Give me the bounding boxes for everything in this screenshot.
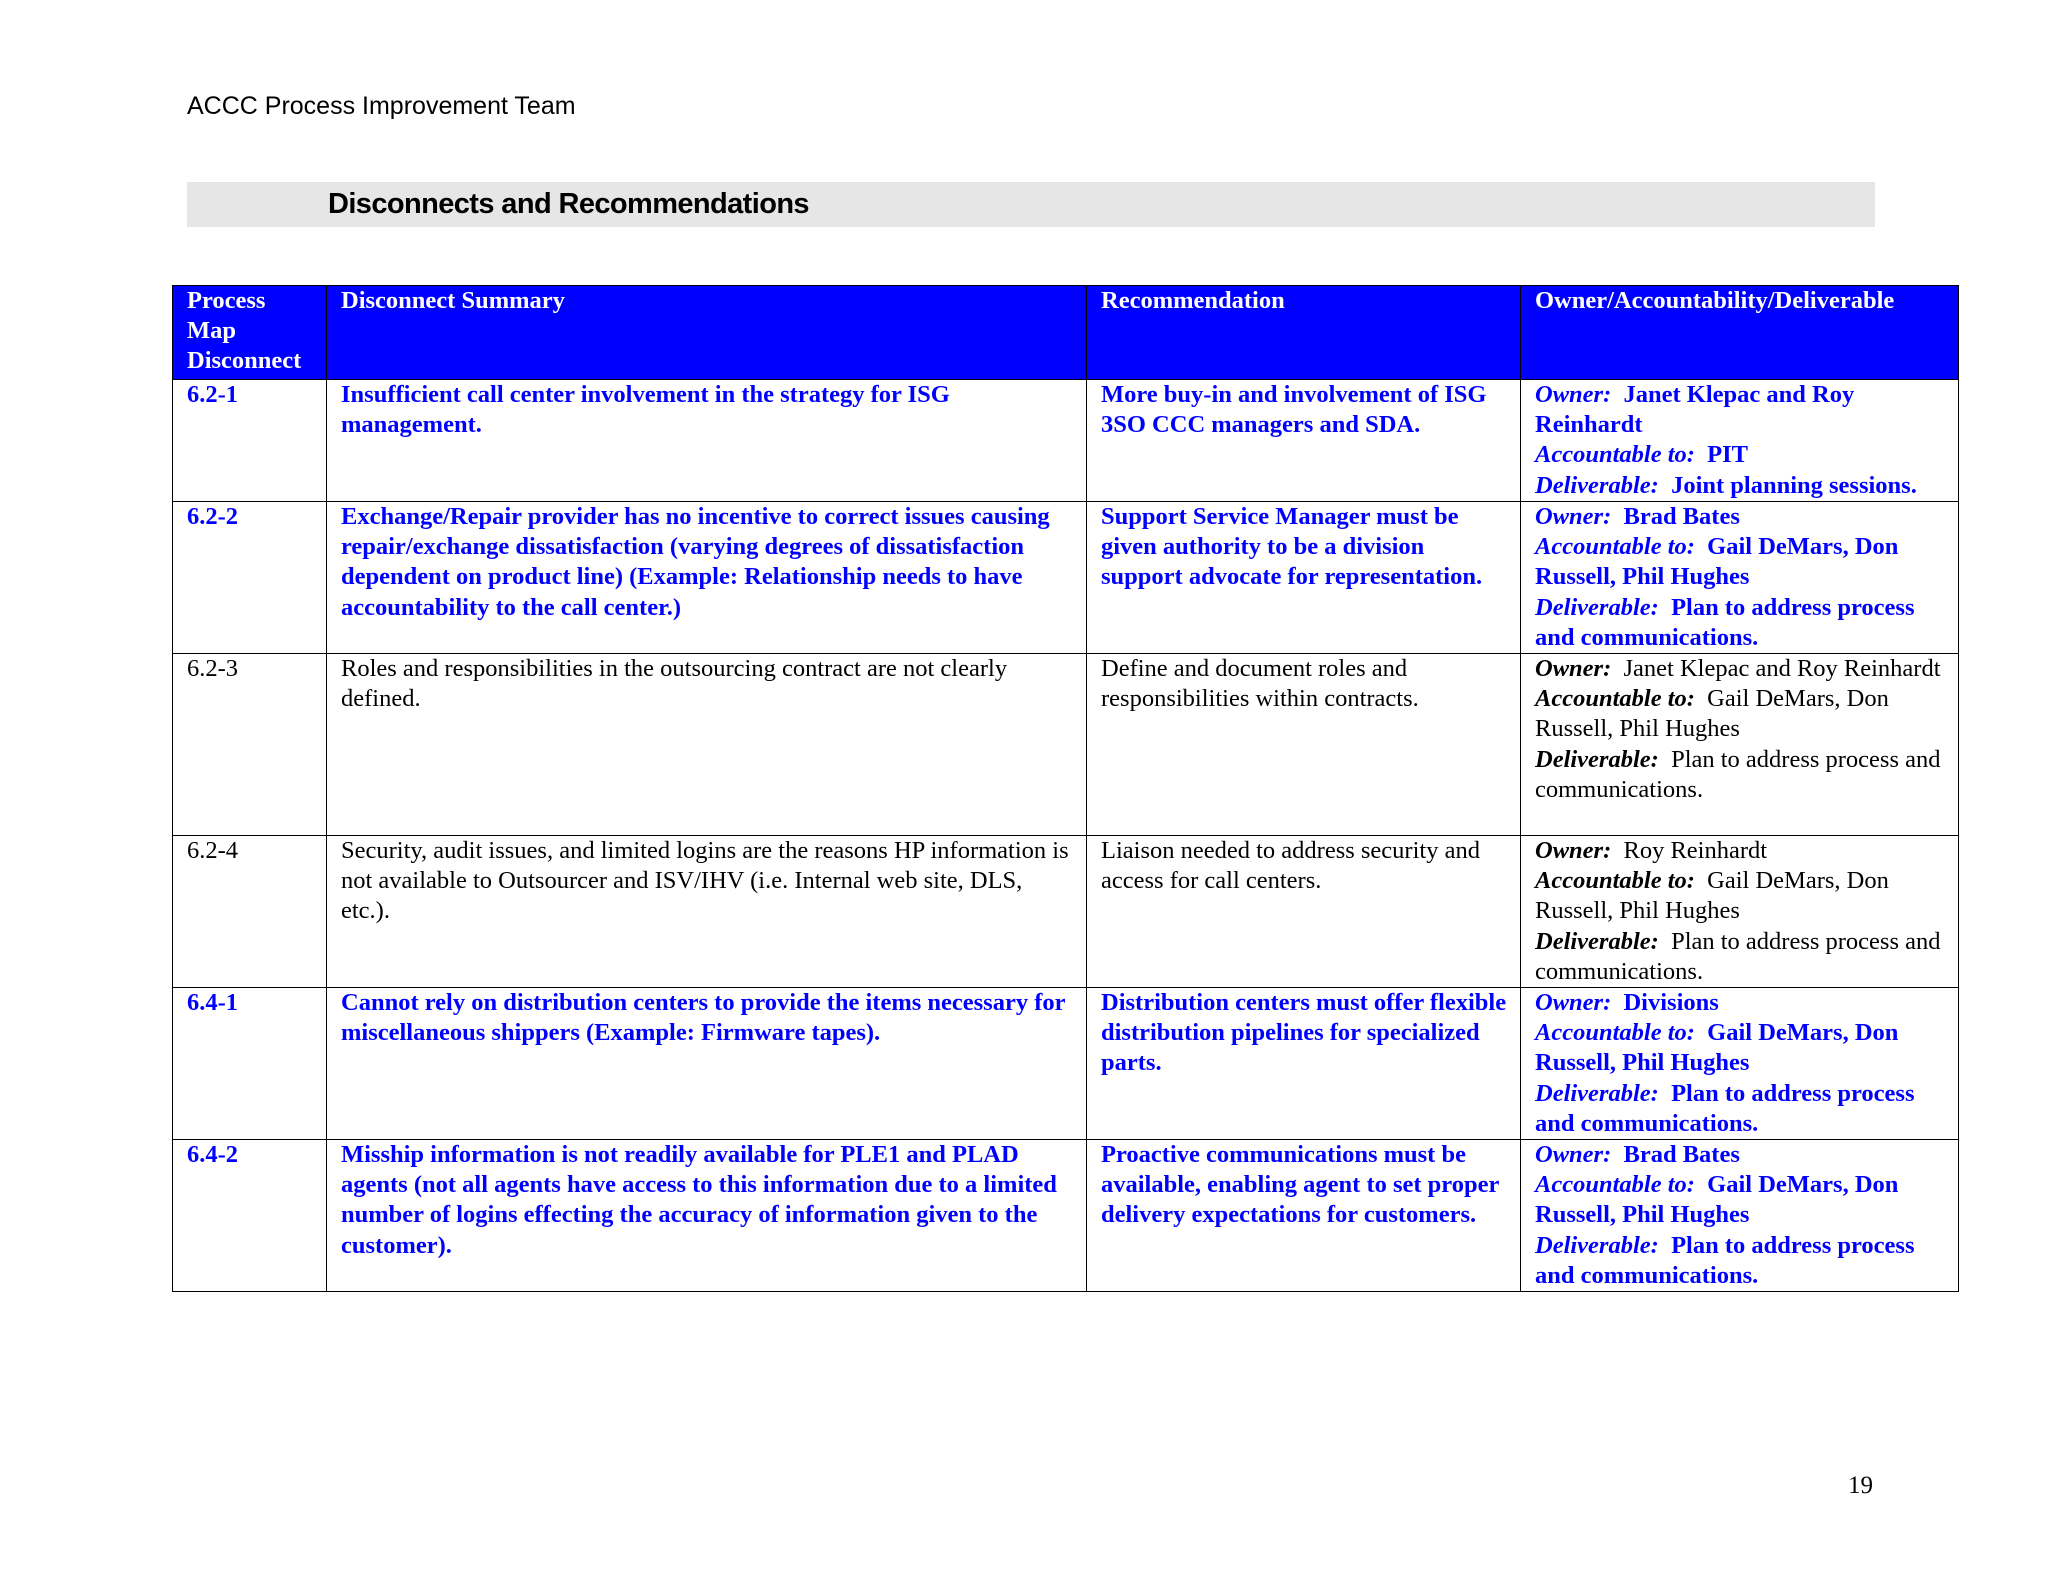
disconnect-summary-cell: Exchange/Repair provider has no incentive to correct issues causing repair/exchange dissatisfaction (varying degrees of dissatisfaction dependent on product line) (Example: Relationship needs to have accountability to the call center.) <box>327 502 1087 654</box>
disconnect-id-cell: 6.4-1 <box>173 988 327 1140</box>
accountable-value: Gail DeMars, Don Russell, Phil Hughes <box>1535 1019 1899 1077</box>
accountable-label: Accountable to: <box>1535 1019 1695 1047</box>
accountable-label: Accountable to: <box>1535 867 1695 895</box>
section-title: Disconnects and Recommendations <box>328 188 809 220</box>
deliverable-label: Deliverable: <box>1535 471 1659 499</box>
owner-value: Roy Reinhardt <box>1623 837 1768 865</box>
deliverable-line <box>1535 593 1948 653</box>
table-row <box>173 380 1959 502</box>
disconnect-summary-cell: Misship information is not readily available for PLE1 and PLAD agents (not all agents have access to this information due to a limited number of logins effecting the accuracy of information given to the customer). <box>327 1140 1087 1292</box>
owner-label: Owner: <box>1535 381 1612 408</box>
owner-label: Owner: <box>1535 1141 1612 1169</box>
deliverable-label: Deliverable: <box>1535 745 1659 773</box>
disconnect-id-cell: 6.2-3 <box>173 654 327 836</box>
disconnect-summary-cell: Cannot rely on distribution centers to provide the items necessary for miscellaneous shippers (Example: Firmware tapes). <box>327 988 1087 1140</box>
column-header: Process Map Disconnect <box>173 286 327 380</box>
owner-value: Brad Bates <box>1623 503 1740 530</box>
recommendation-cell: Define and document roles and responsibilities within contracts. <box>1087 654 1521 836</box>
recommendation-cell: Proactive communications must be available, enabling agent to set proper delivery expectations for customers. <box>1087 1140 1521 1292</box>
disconnect-id-cell: 6.2-1 <box>173 380 327 502</box>
deliverable-value: Plan to address process and communications. <box>1535 1231 1915 1289</box>
owner-label: Owner: <box>1535 655 1612 683</box>
accountable-value: Gail DeMars, Don Russell, Phil Hughes <box>1535 1171 1899 1229</box>
accountable-label: Accountable to: <box>1535 533 1695 561</box>
accountable-value: Gail DeMars, Don Russell, Phil Hughes <box>1535 867 1889 925</box>
accountable-line <box>1535 532 1948 592</box>
deliverable-value: Plan to address process and communications. <box>1535 1079 1915 1137</box>
accountable-line <box>1535 1018 1948 1078</box>
owner-label: Owner: <box>1535 503 1612 530</box>
disconnect-id-cell: 6.4-2 <box>173 1140 327 1292</box>
accountable-line <box>1535 866 1948 926</box>
page-number: 19 <box>1848 1472 1873 1499</box>
document-header: ACCC Process Improvement Team <box>187 92 576 120</box>
deliverable-value: Joint planning sessions. <box>1671 471 1917 499</box>
deliverable-label: Deliverable: <box>1535 593 1659 621</box>
owner-line <box>1535 380 1948 440</box>
recommendation-cell: Support Service Manager must be given authority to be a division support advocate for representation. <box>1087 502 1521 654</box>
deliverable-value: Plan to address process and communications. <box>1535 927 1941 985</box>
disconnect-summary-cell: Insufficient call center involvement in the strategy for ISG management. <box>327 380 1087 502</box>
table-body <box>173 380 1959 1292</box>
owner-cell <box>1521 1140 1959 1292</box>
owner-line <box>1535 988 1948 1018</box>
deliverable-value: Plan to address process and communications. <box>1535 745 1941 803</box>
deliverable-label: Deliverable: <box>1535 1231 1659 1259</box>
accountable-line <box>1535 684 1948 744</box>
accountable-value: PIT <box>1707 441 1749 469</box>
section-title-band <box>187 182 1875 227</box>
deliverable-value: Plan to address process and communications. <box>1535 593 1915 651</box>
deliverable-label: Deliverable: <box>1535 927 1659 955</box>
accountable-line <box>1535 440 1948 470</box>
accountable-value: Gail DeMars, Don Russell, Phil Hughes <box>1535 685 1889 743</box>
disconnect-id-cell: 6.2-2 <box>173 502 327 654</box>
column-header: Disconnect Summary <box>327 286 1087 380</box>
owner-label: Owner: <box>1535 837 1612 865</box>
owner-cell <box>1521 380 1959 502</box>
owner-cell <box>1521 654 1959 836</box>
deliverable-line <box>1535 1231 1948 1291</box>
owner-line <box>1535 1140 1948 1170</box>
deliverable-line <box>1535 927 1948 987</box>
table-row <box>173 502 1959 654</box>
deliverable-label: Deliverable: <box>1535 1079 1659 1107</box>
accountable-label: Accountable to: <box>1535 441 1695 469</box>
owner-line <box>1535 502 1948 532</box>
table-row <box>173 836 1959 988</box>
owner-line <box>1535 836 1948 866</box>
table-row <box>173 654 1959 836</box>
accountable-label: Accountable to: <box>1535 685 1695 713</box>
owner-value: Brad Bates <box>1623 1141 1740 1169</box>
column-header: Recommendation <box>1087 286 1521 380</box>
owner-value: Janet Klepac and Roy Reinhardt <box>1623 655 1941 683</box>
recommendation-cell: Liaison needed to address security and access for call centers. <box>1087 836 1521 988</box>
table-row <box>173 988 1959 1140</box>
owner-cell <box>1521 836 1959 988</box>
owner-cell <box>1521 988 1959 1140</box>
deliverable-line <box>1535 471 1948 501</box>
disconnects-table <box>172 285 1959 1292</box>
owner-line <box>1535 654 1948 684</box>
owner-cell <box>1521 502 1959 654</box>
accountable-line <box>1535 1170 1948 1230</box>
accountable-value: Gail DeMars, Don Russell, Phil Hughes <box>1535 533 1899 591</box>
disconnect-summary-cell: Roles and responsibilities in the outsourcing contract are not clearly defined. <box>327 654 1087 836</box>
disconnect-summary-cell: Security, audit issues, and limited logins are the reasons HP information is not available to Outsourcer and ISV/IHV (i.e. Internal web site, DLS, etc.). <box>327 836 1087 988</box>
owner-value: Janet Klepac and Roy Reinhardt <box>1535 381 1855 439</box>
column-header: Owner/Accountability/Deliverable <box>1521 286 1959 380</box>
owner-label: Owner: <box>1535 989 1612 1017</box>
deliverable-line <box>1535 1079 1948 1139</box>
accountable-label: Accountable to: <box>1535 1171 1695 1199</box>
owner-value: Divisions <box>1623 989 1719 1017</box>
table-row <box>173 1140 1959 1292</box>
deliverable-line <box>1535 745 1948 805</box>
disconnect-id-cell: 6.2-4 <box>173 836 327 988</box>
recommendation-cell: Distribution centers must offer flexible distribution pipelines for specialized parts. <box>1087 988 1521 1140</box>
recommendation-cell: More buy-in and involvement of ISG 3SO CCC managers and SDA. <box>1087 380 1521 502</box>
table-header-row <box>173 286 1959 380</box>
